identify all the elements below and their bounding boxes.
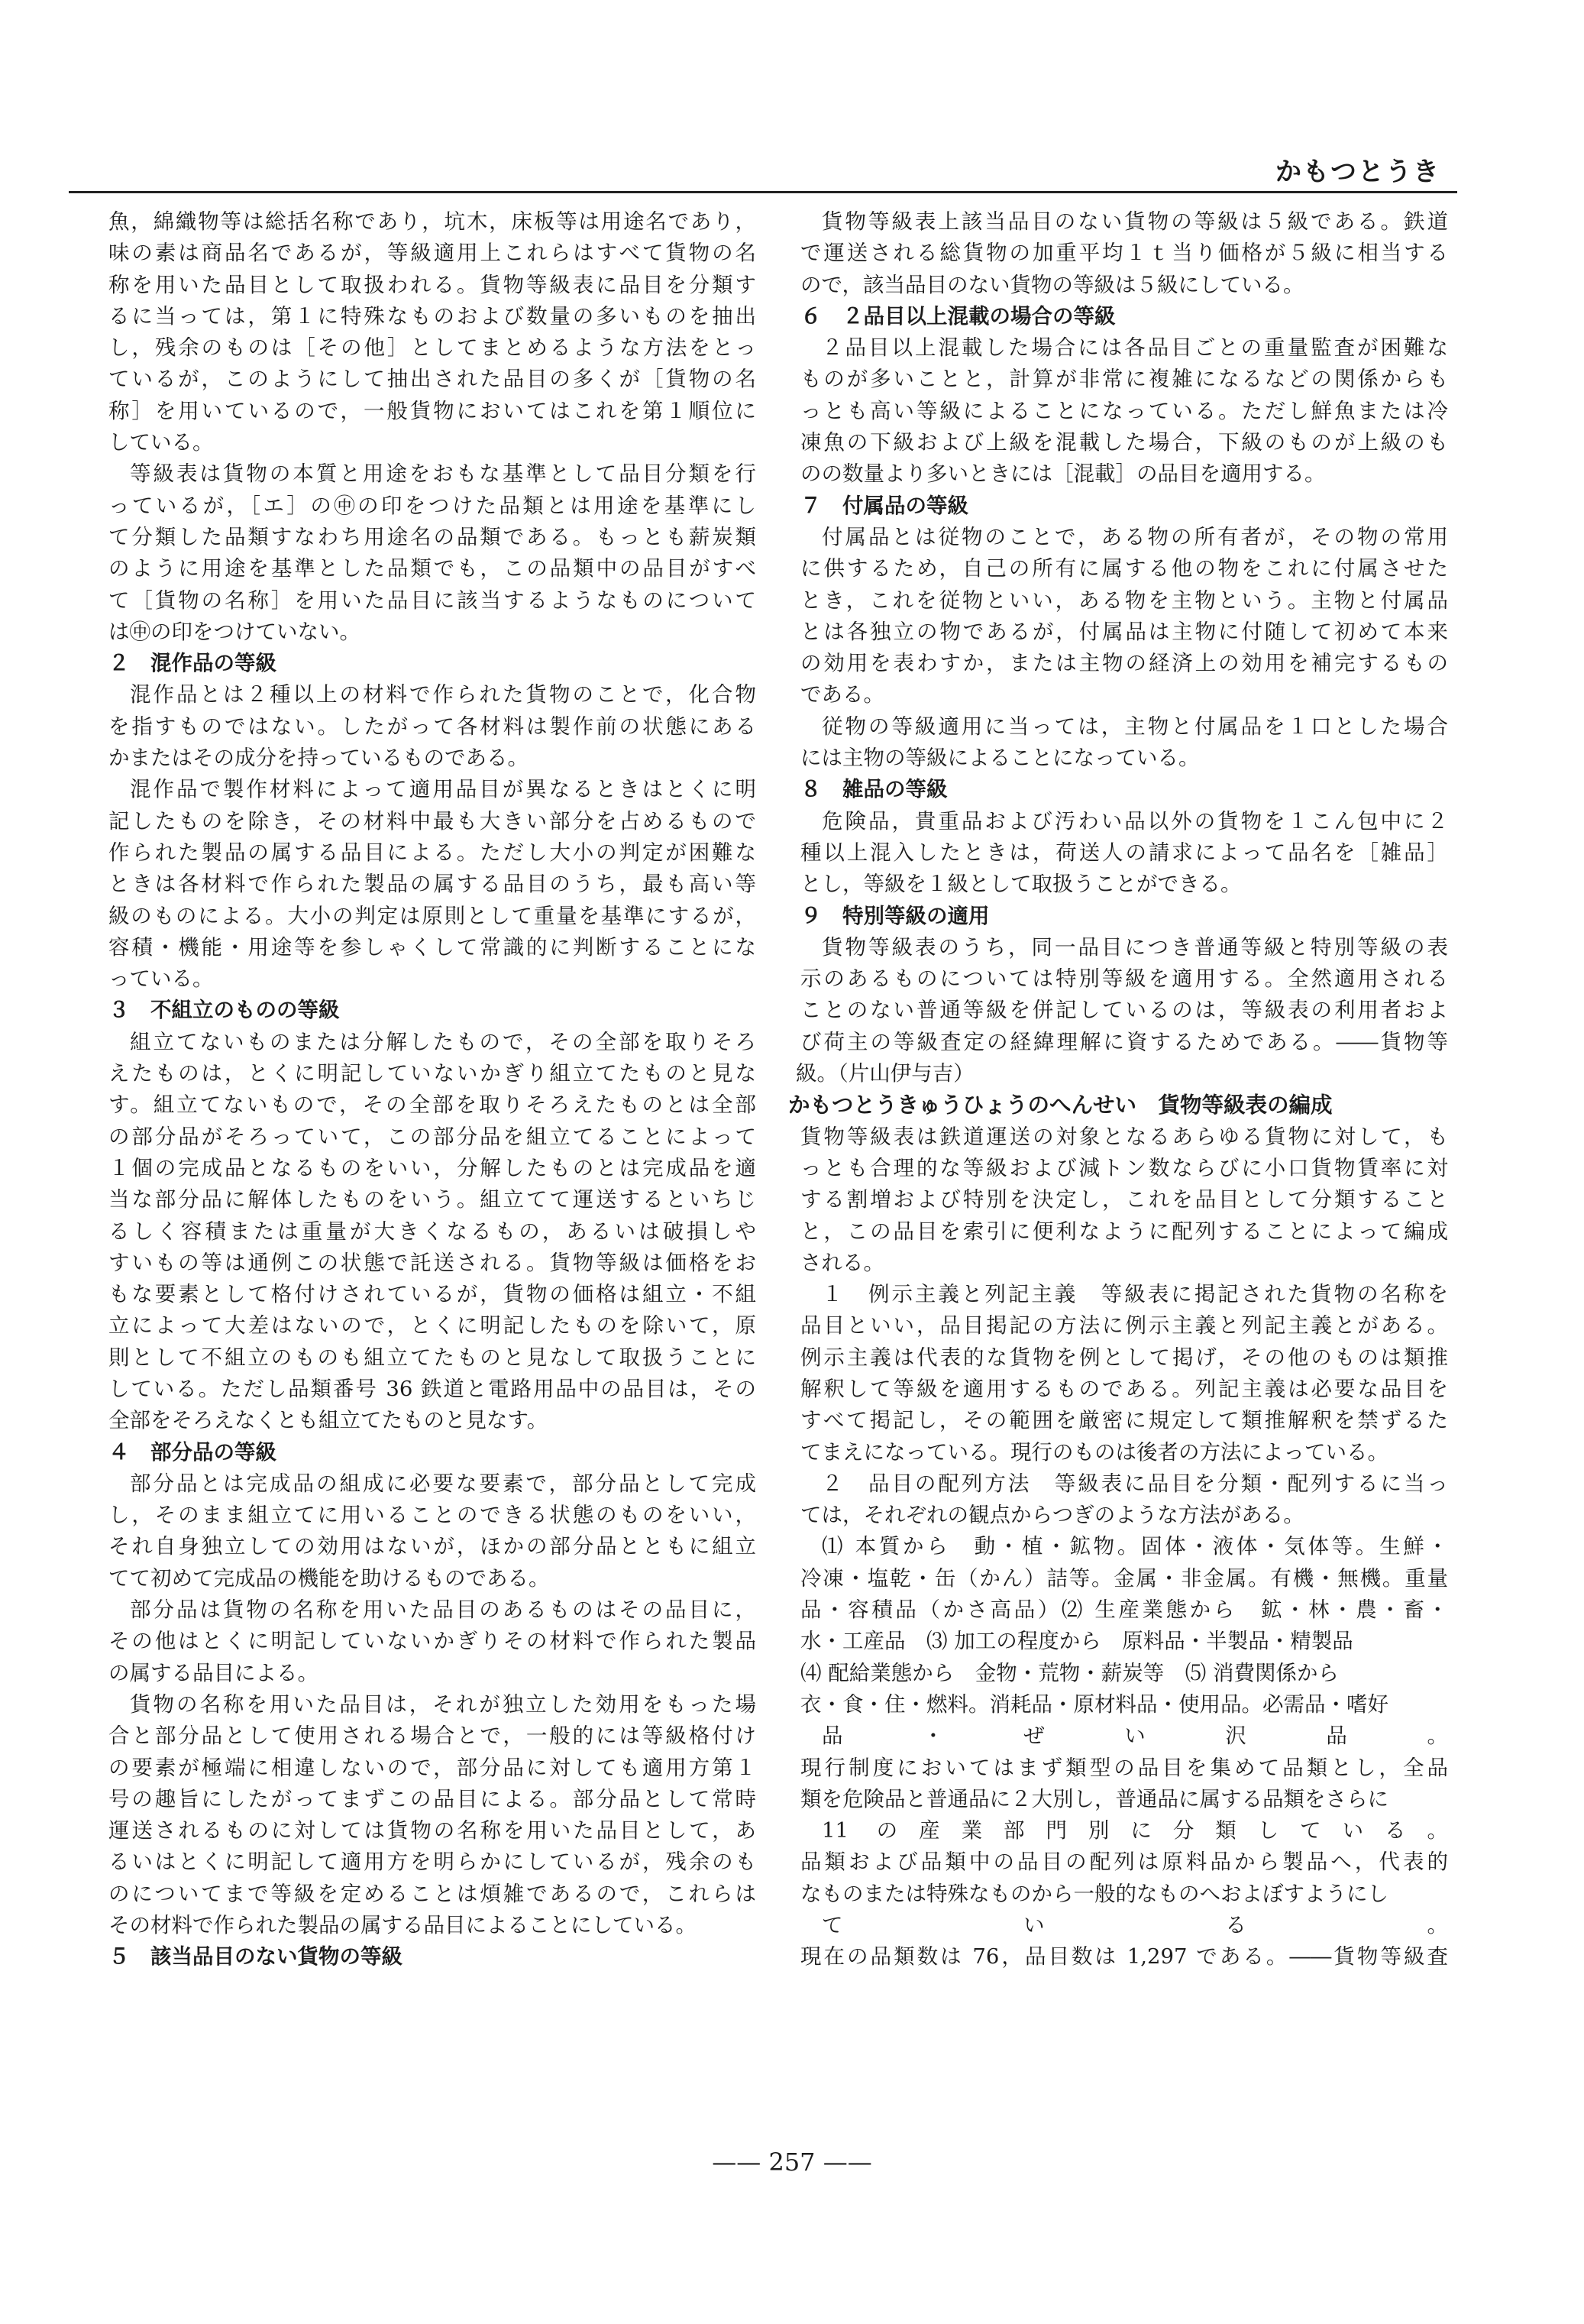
text-line: ２ 品目の配列方法 等級表に品目を分類・配列するに当っ [822, 1471, 1448, 1496]
text-line: 混作品とは２種以上の材料で作られた貨物のことで，化合物 [130, 682, 756, 707]
text-line: なものまたは特殊なものから一般的なものへおよぼすようにし [800, 1881, 1388, 1906]
text-line: の要素が極端に相違しないので，部分品に対しても適用方第１ [108, 1755, 756, 1780]
text-line: 味の素は商品名であるが，等級適用上これらはすべて貨物の名 [108, 241, 756, 266]
text-line: 称］を用いているので，一般貨物においてはこれを第１順位に [108, 398, 756, 423]
text-line: てて初めて完成品の機能を助けるものである。 [108, 1565, 550, 1591]
text-line: 解釈して等級を適用するものである。列記主義は必要な品目を [800, 1376, 1448, 1401]
section-heading: ９ 特別等級の適用 [800, 903, 990, 928]
text-line: るしく容積または重量が大きくなるもの，あるいは破損しや [108, 1219, 756, 1244]
text-line: 当な部分品に解体したものをいう。組立てて運送するといちじ [108, 1187, 756, 1212]
text-line: 従物の等級適用に当っては，主物と付属品を１口とした場合 [822, 714, 1448, 739]
text-line: １ 例示主義と列記主義 等級表に掲記された貨物の名称を [822, 1282, 1448, 1307]
text-line: 衣・食・住・燃料。消耗品・原材料品・使用品。必需品・嗜好 [800, 1691, 1388, 1717]
text-line: のように用途を基準とした品類でも，この品類中の品目がすべ [108, 556, 756, 581]
text-line: である。 [800, 682, 884, 707]
text-line: っとも合理的な等級および減トン数ならびに小口貨物賃率に対 [800, 1155, 1448, 1180]
text-line: し，そのまま組立てに用いることのできる状態のものをいい， [108, 1503, 756, 1528]
text-line: 11 の産業部門別に分類している。 [822, 1818, 1448, 1843]
text-line: ⑷ 配給業態から 金物・荒物・薪炭等 ⑸ 消費関係から [800, 1660, 1339, 1685]
text-line: している。ただし品類番号 36 鉄道と電路用品中の品目は，その [108, 1376, 756, 1401]
text-line: えたものは，とくに明記していないかぎり組立てたものと見な [108, 1061, 756, 1086]
text-line: 水・工産品 ⑶ 加工の程度から 原料品・半製品・精製品 [800, 1629, 1353, 1654]
text-line: 等級表は貨物の本質と用途をおもな基準として品目分類を行 [130, 461, 756, 487]
text-line: 級。（片山伊与吉） [796, 1061, 975, 1086]
text-line: 示のあるものについては特別等級を適用する。全然適用される [800, 966, 1448, 992]
text-line: 級のものによる。大小の判定は原則として重量を基準にするが， [108, 903, 756, 928]
text-line: のについてまで等級を定めることは煩雑であるので，これらは [108, 1881, 756, 1906]
text-line: 例示主義は代表的な貨物を例として掲げ，その他のものは類推 [800, 1345, 1448, 1370]
text-line: 部分品は貨物の名称を用いた品目のあるものはその品目に， [130, 1597, 756, 1623]
text-line: すいもの等は通例この状態で託送される。貨物等級は価格をお [108, 1250, 756, 1275]
text-line: 現在の品類数は 76，品目数は 1,297 である。――貨物等級査 [800, 1944, 1448, 1970]
text-line: 則として不組立のものも組立てたものと見なして取扱うことに [108, 1345, 756, 1370]
text-line: 付属品とは従物のことで，ある物の所有者が，その物の常用 [822, 524, 1448, 549]
section-heading: かもつとうきゅうひょうのへんせい 貨物等級表の編成 [788, 1092, 1333, 1118]
text-line: とは各独立の物であるが，付属品は主物に付随して初めて本来 [800, 619, 1448, 644]
text-line: 類を危険品と普通品に２大別し，普通品に属する品類をさらに [800, 1786, 1388, 1811]
text-line: ので，該当品目のない貨物の等級は５級にしている。 [800, 272, 1304, 297]
text-line: に供するため，自己の所有に属する他の物をこれに付属させた [800, 556, 1448, 581]
text-line: 種以上混入したときは，荷送人の請求によって品名を［雑品］ [800, 840, 1448, 865]
section-heading: ３ 不組立のものの等級 [108, 998, 340, 1023]
text-line: 作られた製品の属する品目による。ただし大小の判定が困難な [108, 840, 756, 865]
text-line: ているが，このようにして抽出された品目の多くが［貨物の名 [108, 367, 756, 392]
text-line: 運送されるものに対しては貨物の名称を用いた品目として，あ [108, 1818, 756, 1843]
text-line: るに当っては，第１に特殊なものおよび数量の多いものを抽出 [108, 303, 756, 329]
text-line: には主物の等級によることになっている。 [800, 746, 1200, 771]
text-line: 立によって大差はないので，とくに明記したものを除いて，原 [108, 1313, 756, 1338]
text-line: 号の趣旨にしたがってまずこの品目による。部分品として常時 [108, 1786, 756, 1811]
right-column [788, 206, 1448, 1973]
text-line: される。 [800, 1250, 884, 1275]
text-line: その材料で作られた製品の属する品目によることにしている。 [108, 1913, 697, 1938]
text-line: する割増および特別を決定し，これを品目として分類すること [800, 1187, 1448, 1212]
page-number: —— 257 —— [712, 2148, 872, 2177]
text-line: の部分品がそろっていて，この部分品を組立てることによって [108, 1124, 756, 1149]
text-line: 全部をそろえなくとも組立てたものと見なす。 [108, 1408, 548, 1433]
text-line: とし，等級を１級として取扱うことができる。 [800, 872, 1242, 897]
text-line: 魚，綿織物等は総括名称であり，坑木，床板等は用途名であり， [108, 209, 756, 234]
text-line: ては，それぞれの観点からつぎのような方法がある。 [800, 1503, 1304, 1528]
text-line: 品・ぜい沢品。 [822, 1724, 1448, 1749]
header-rule [69, 191, 1457, 193]
text-line: 貨物等級表は鉄道運送の対象となるあらゆる貨物に対して，も [800, 1124, 1448, 1149]
text-line: もな要素として格付けされているが，貨物の価格は組立・不組 [108, 1282, 756, 1307]
text-line: で運送される総貨物の加重平均１ｔ当り価格が５級に相当する [800, 241, 1448, 266]
left-column [108, 206, 756, 1973]
text-line: て［貨物の名称］を用いた品目に該当するようなものについて [108, 587, 756, 613]
text-line: ⑴ 本質から 動・植・鉱物。固体・液体・気体等。生鮮・ [822, 1534, 1448, 1559]
text-line: それ自身独立しての効用はないが，ほかの部分品とともに組立 [108, 1534, 756, 1559]
section-heading: ５ 該当品目のない貨物の等級 [108, 1944, 402, 1970]
text-line: す。組立てないもので，その全部を取りそろえたものとは全部 [108, 1092, 756, 1118]
text-line: るいはとくに明記して適用方を明らかにしているが，残余のも [108, 1850, 756, 1875]
text-line: の属する品目による。 [108, 1660, 318, 1685]
text-line: １個の完成品となるものをいい，分解したものとは完成品を適 [108, 1155, 756, 1180]
text-line: と，この品目を索引に便利なように配列することによって編成 [800, 1219, 1448, 1244]
text-line: 現行制度においてはまず類型の品目を集めて品類とし，全品 [800, 1755, 1448, 1780]
text-line: 記したものを除き，その材料中最も大きい部分を占めるもので [108, 808, 756, 833]
text-line: てまえになっている。現行のものは後者の方法によっている。 [800, 1439, 1388, 1465]
text-line: ている。 [822, 1913, 1448, 1938]
text-line: すべて掲記し，その範囲を厳密に規定して類推解釈を禁ずるた [800, 1408, 1448, 1433]
text-line: 品・容積品（かさ高品）⑵ 生産業態から 鉱・林・農・畜・ [800, 1597, 1448, 1623]
text-line: 容積・機能・用途等を参しゃくして常識的に判断することにな [108, 934, 756, 960]
text-line: のの数量より多いときには［混載］の品目を適用する。 [800, 461, 1326, 487]
section-heading: ８ 雑品の等級 [800, 777, 948, 802]
text-line: 称を用いた品目として取扱われる。貨物等級表に品目を分類す [108, 272, 756, 297]
text-line: その他はとくに明記していないかぎりその材料で作られた製品 [108, 1629, 756, 1654]
text-line: 品目といい，品目掲記の方法に例示主義と列記主義とがある。 [800, 1313, 1448, 1338]
page-header-title: かもつとうき [1275, 157, 1440, 187]
text-line: 凍魚の下級および上級を混載した場合，下級のものが上級のも [800, 430, 1448, 455]
text-line: は㊥の印をつけていない。 [108, 619, 360, 644]
text-line: 貨物の名称を用いた品目は，それが独立した効用をもった場 [130, 1691, 756, 1717]
text-line: している。 [108, 430, 214, 455]
text-line: 貨物等級表上該当品目のない貨物の等級は５級である。鉄道 [822, 209, 1448, 234]
text-line: を指すものではない。したがって各材料は製作前の状態にある [108, 714, 756, 739]
text-line: 危険品，貴重品および汚わい品以外の貨物を１こん包中に２ [822, 808, 1448, 833]
text-line: っとも高い等級によることになっている。ただし鮮魚または冷 [800, 398, 1448, 423]
text-line: ２品目以上混載した場合には各品目ごとの重量監査が困難な [822, 335, 1448, 361]
text-line: ものが多いことと，計算が非常に複雑になるなどの関係からも [800, 367, 1448, 392]
text-line: っている。 [108, 966, 214, 992]
section-heading: ２ 混作品の等級 [108, 651, 276, 676]
text-line: 品類および品類中の品目の配列は原料品から製品へ，代表的 [800, 1850, 1448, 1875]
text-line: し，残余のものは［その他］としてまとめるような方法をとっ [108, 335, 756, 361]
text-line: 部分品とは完成品の組成に必要な要素で，部分品として完成 [130, 1471, 756, 1496]
text-line: 冷凍・塩乾・缶（かん）詰等。金属・非金属。有機・無機。重量 [800, 1565, 1448, 1591]
text-line: 合と部分品として使用される場合とで，一般的には等級格付け [108, 1724, 756, 1749]
section-heading: ４ 部分品の等級 [108, 1439, 276, 1465]
text-line: 組立てないものまたは分解したもので，その全部を取りそろ [130, 1029, 756, 1054]
section-heading: ６ ２品目以上混載の場合の等級 [800, 303, 1116, 329]
text-line: ときは各材料で作られた製品の属する品目のうち，最も高い等 [108, 872, 756, 897]
text-line: 貨物等級表のうち，同一品目につき普通等級と特別等級の表 [822, 934, 1448, 960]
text-line: び荷主の等級査定の経緯理解に資するためである。――貨物等 [800, 1029, 1448, 1054]
text-line: の効用を表わすか，または主物の経済上の効用を補完するもの [800, 651, 1448, 676]
text-line: て分類した品類すなわち用途名の品類である。もっとも薪炭類 [108, 524, 756, 549]
text-line: かまたはその成分を持っているものである。 [108, 746, 529, 771]
section-heading: ７ 付属品の等級 [800, 493, 968, 518]
text-line: っているが，［エ］の㊥の印をつけた品類とは用途を基準にし [108, 493, 756, 518]
text-line: 混作品で製作材料によって適用品目が異なるときはとくに明 [130, 777, 756, 802]
text-line: ことのない普通等級を併記しているのは，等級表の利用者およ [800, 998, 1448, 1023]
text-line: とき，これを従物といい，ある物を主物という。主物と付属品 [800, 587, 1448, 613]
